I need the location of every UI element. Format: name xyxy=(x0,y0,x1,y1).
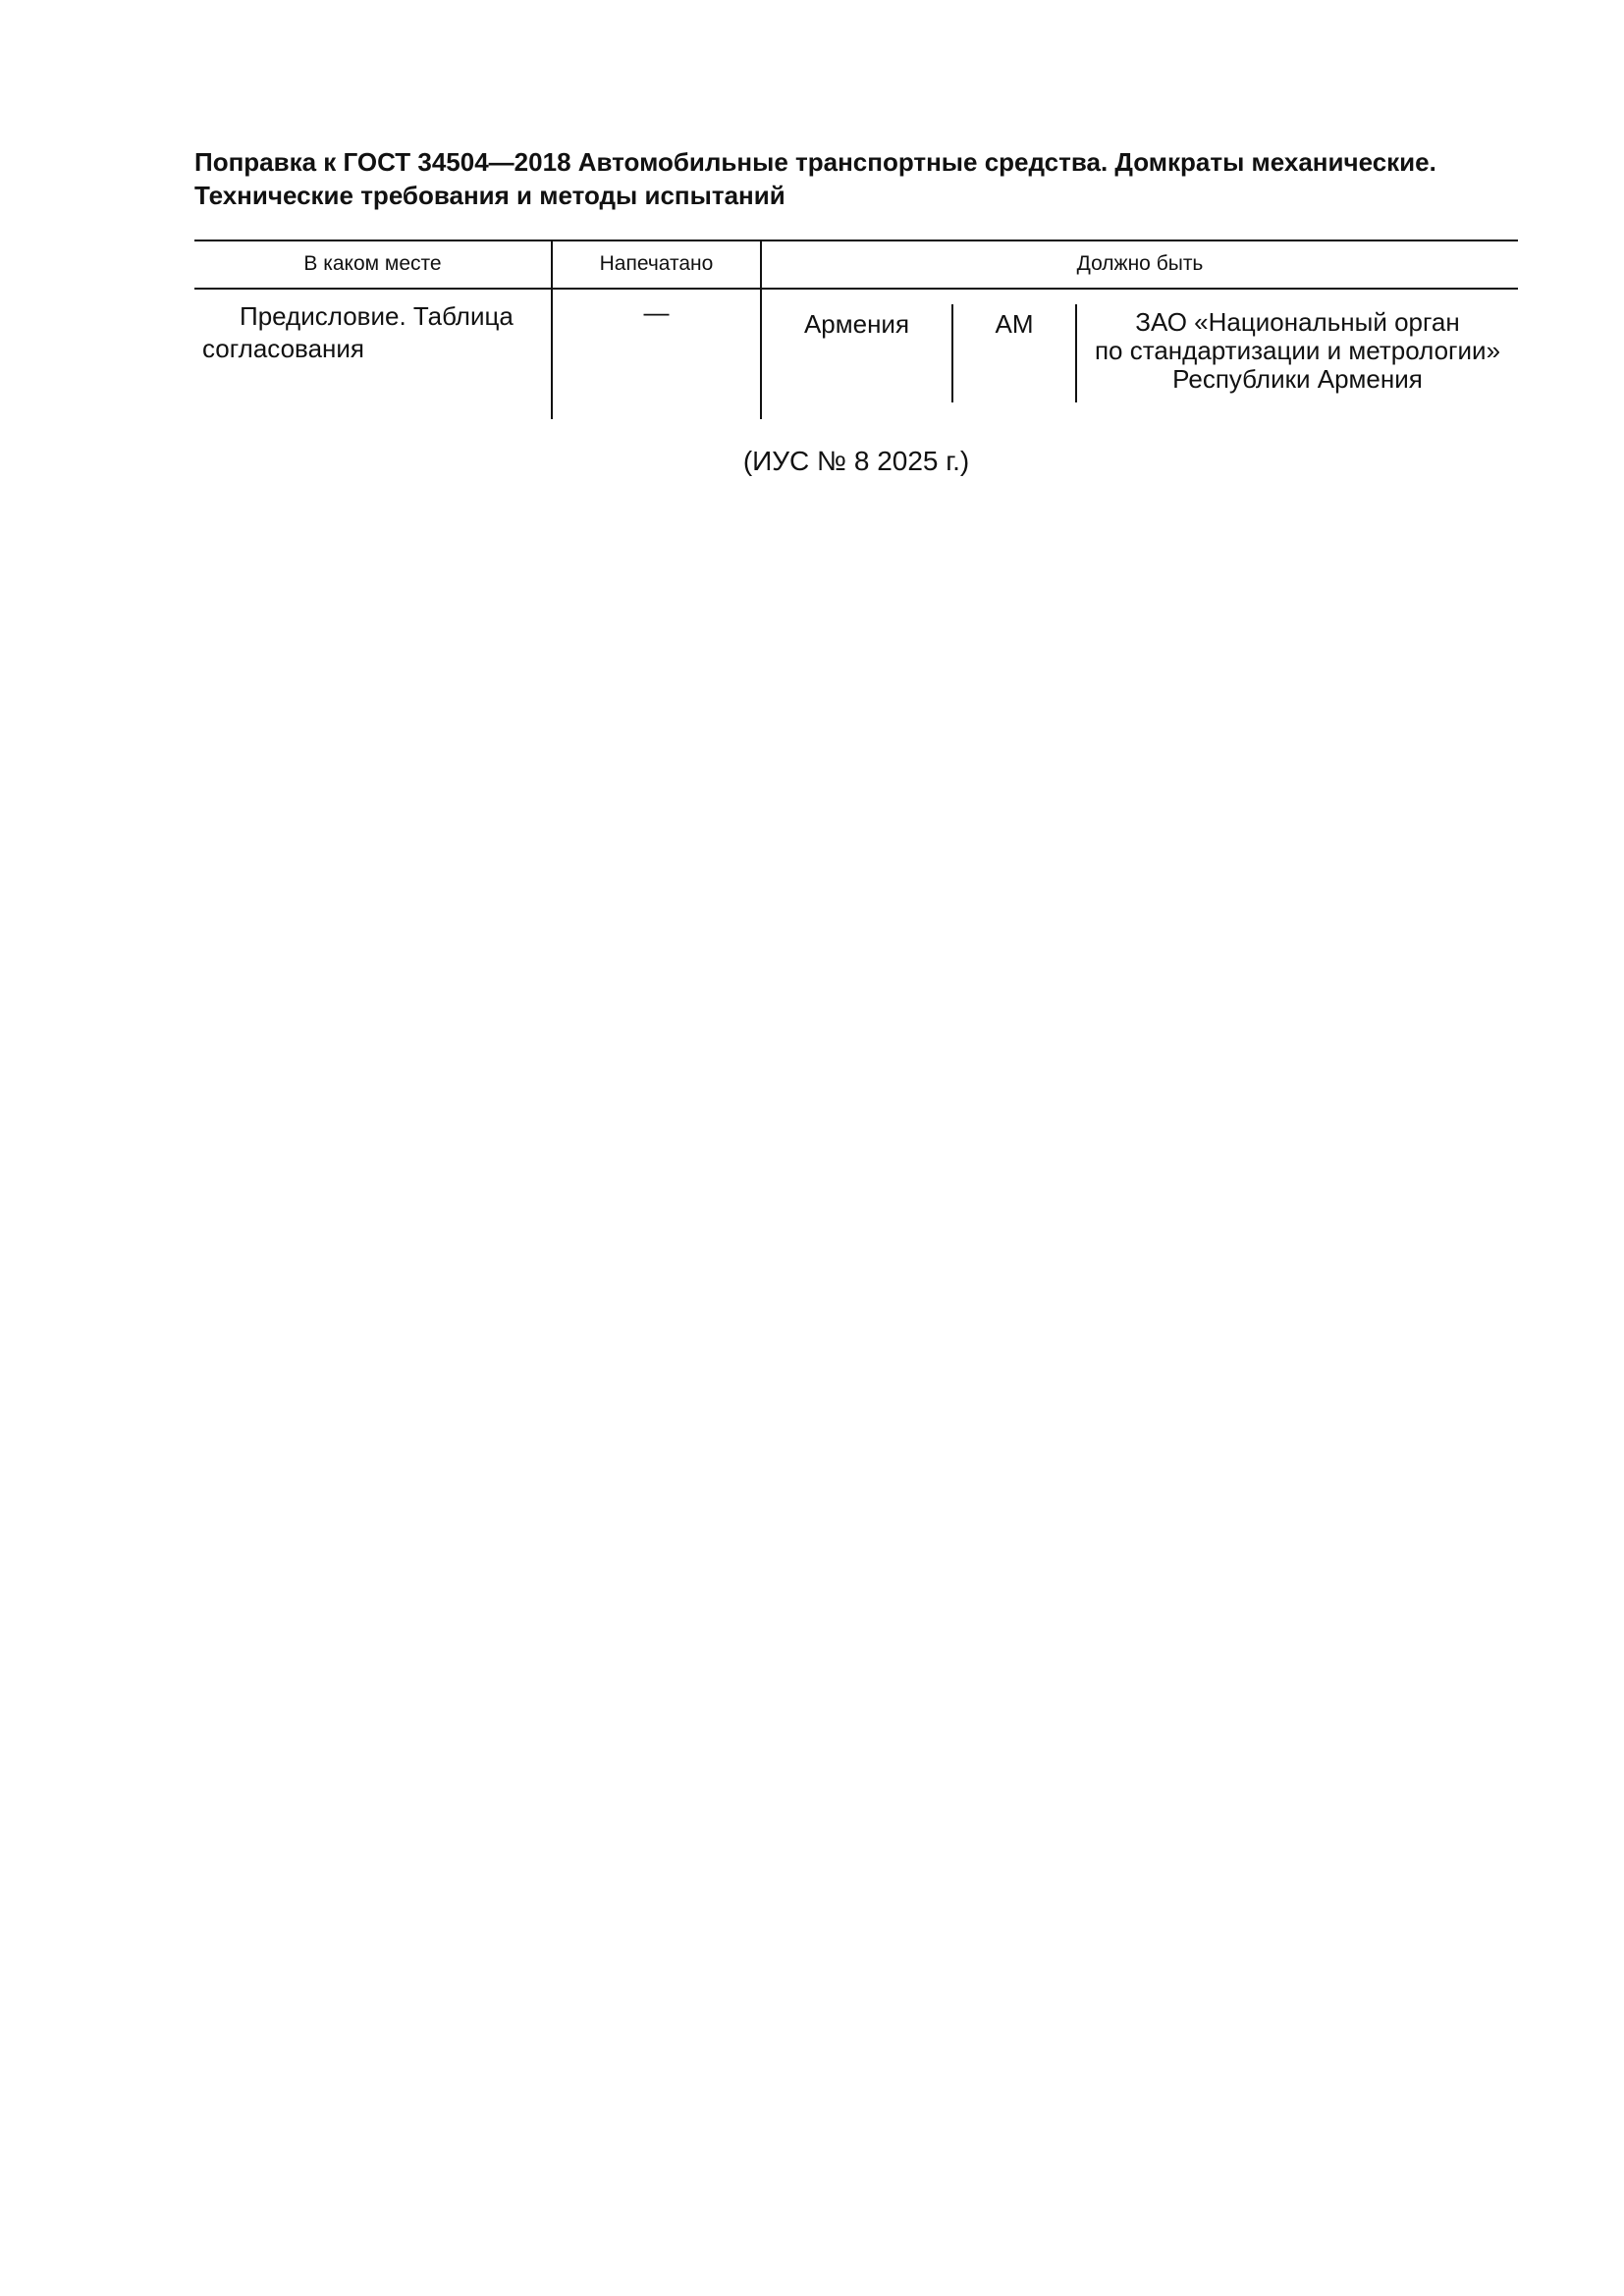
header-printed: Напечатано xyxy=(599,252,714,275)
cell-country: Армения xyxy=(803,309,910,339)
header-where: В каком месте xyxy=(303,252,442,275)
cell-body-line-2: по стандартизации и метрологии» xyxy=(1094,336,1501,365)
cell-where-line-1: Предисловие. Таблица xyxy=(240,301,514,331)
cell-body-line-1: ЗАО «Национальный орган xyxy=(1135,307,1460,337)
publication-note: (ИУС № 8 2025 г.) xyxy=(742,446,970,476)
cell-where xyxy=(202,300,542,365)
header-should-be: Должно быть xyxy=(1076,252,1204,275)
cell-printed: — xyxy=(643,297,670,327)
page-title-line-1: Поправка к ГОСТ 34504—2018 Автомобильные транспортные средства. Домкраты механические. xyxy=(194,147,1436,177)
cell-body-line-3: Республики Армения xyxy=(1172,364,1423,394)
table-header-rule xyxy=(194,288,1518,290)
page-title xyxy=(194,145,1530,212)
cell-where-line-2: согласования xyxy=(202,334,364,363)
amendment-table xyxy=(194,240,1518,420)
cell-country-code: AM xyxy=(995,309,1034,339)
page-title-line-2: Технические требования и методы испытаний xyxy=(194,181,785,210)
cell-standards-body xyxy=(1077,308,1518,394)
